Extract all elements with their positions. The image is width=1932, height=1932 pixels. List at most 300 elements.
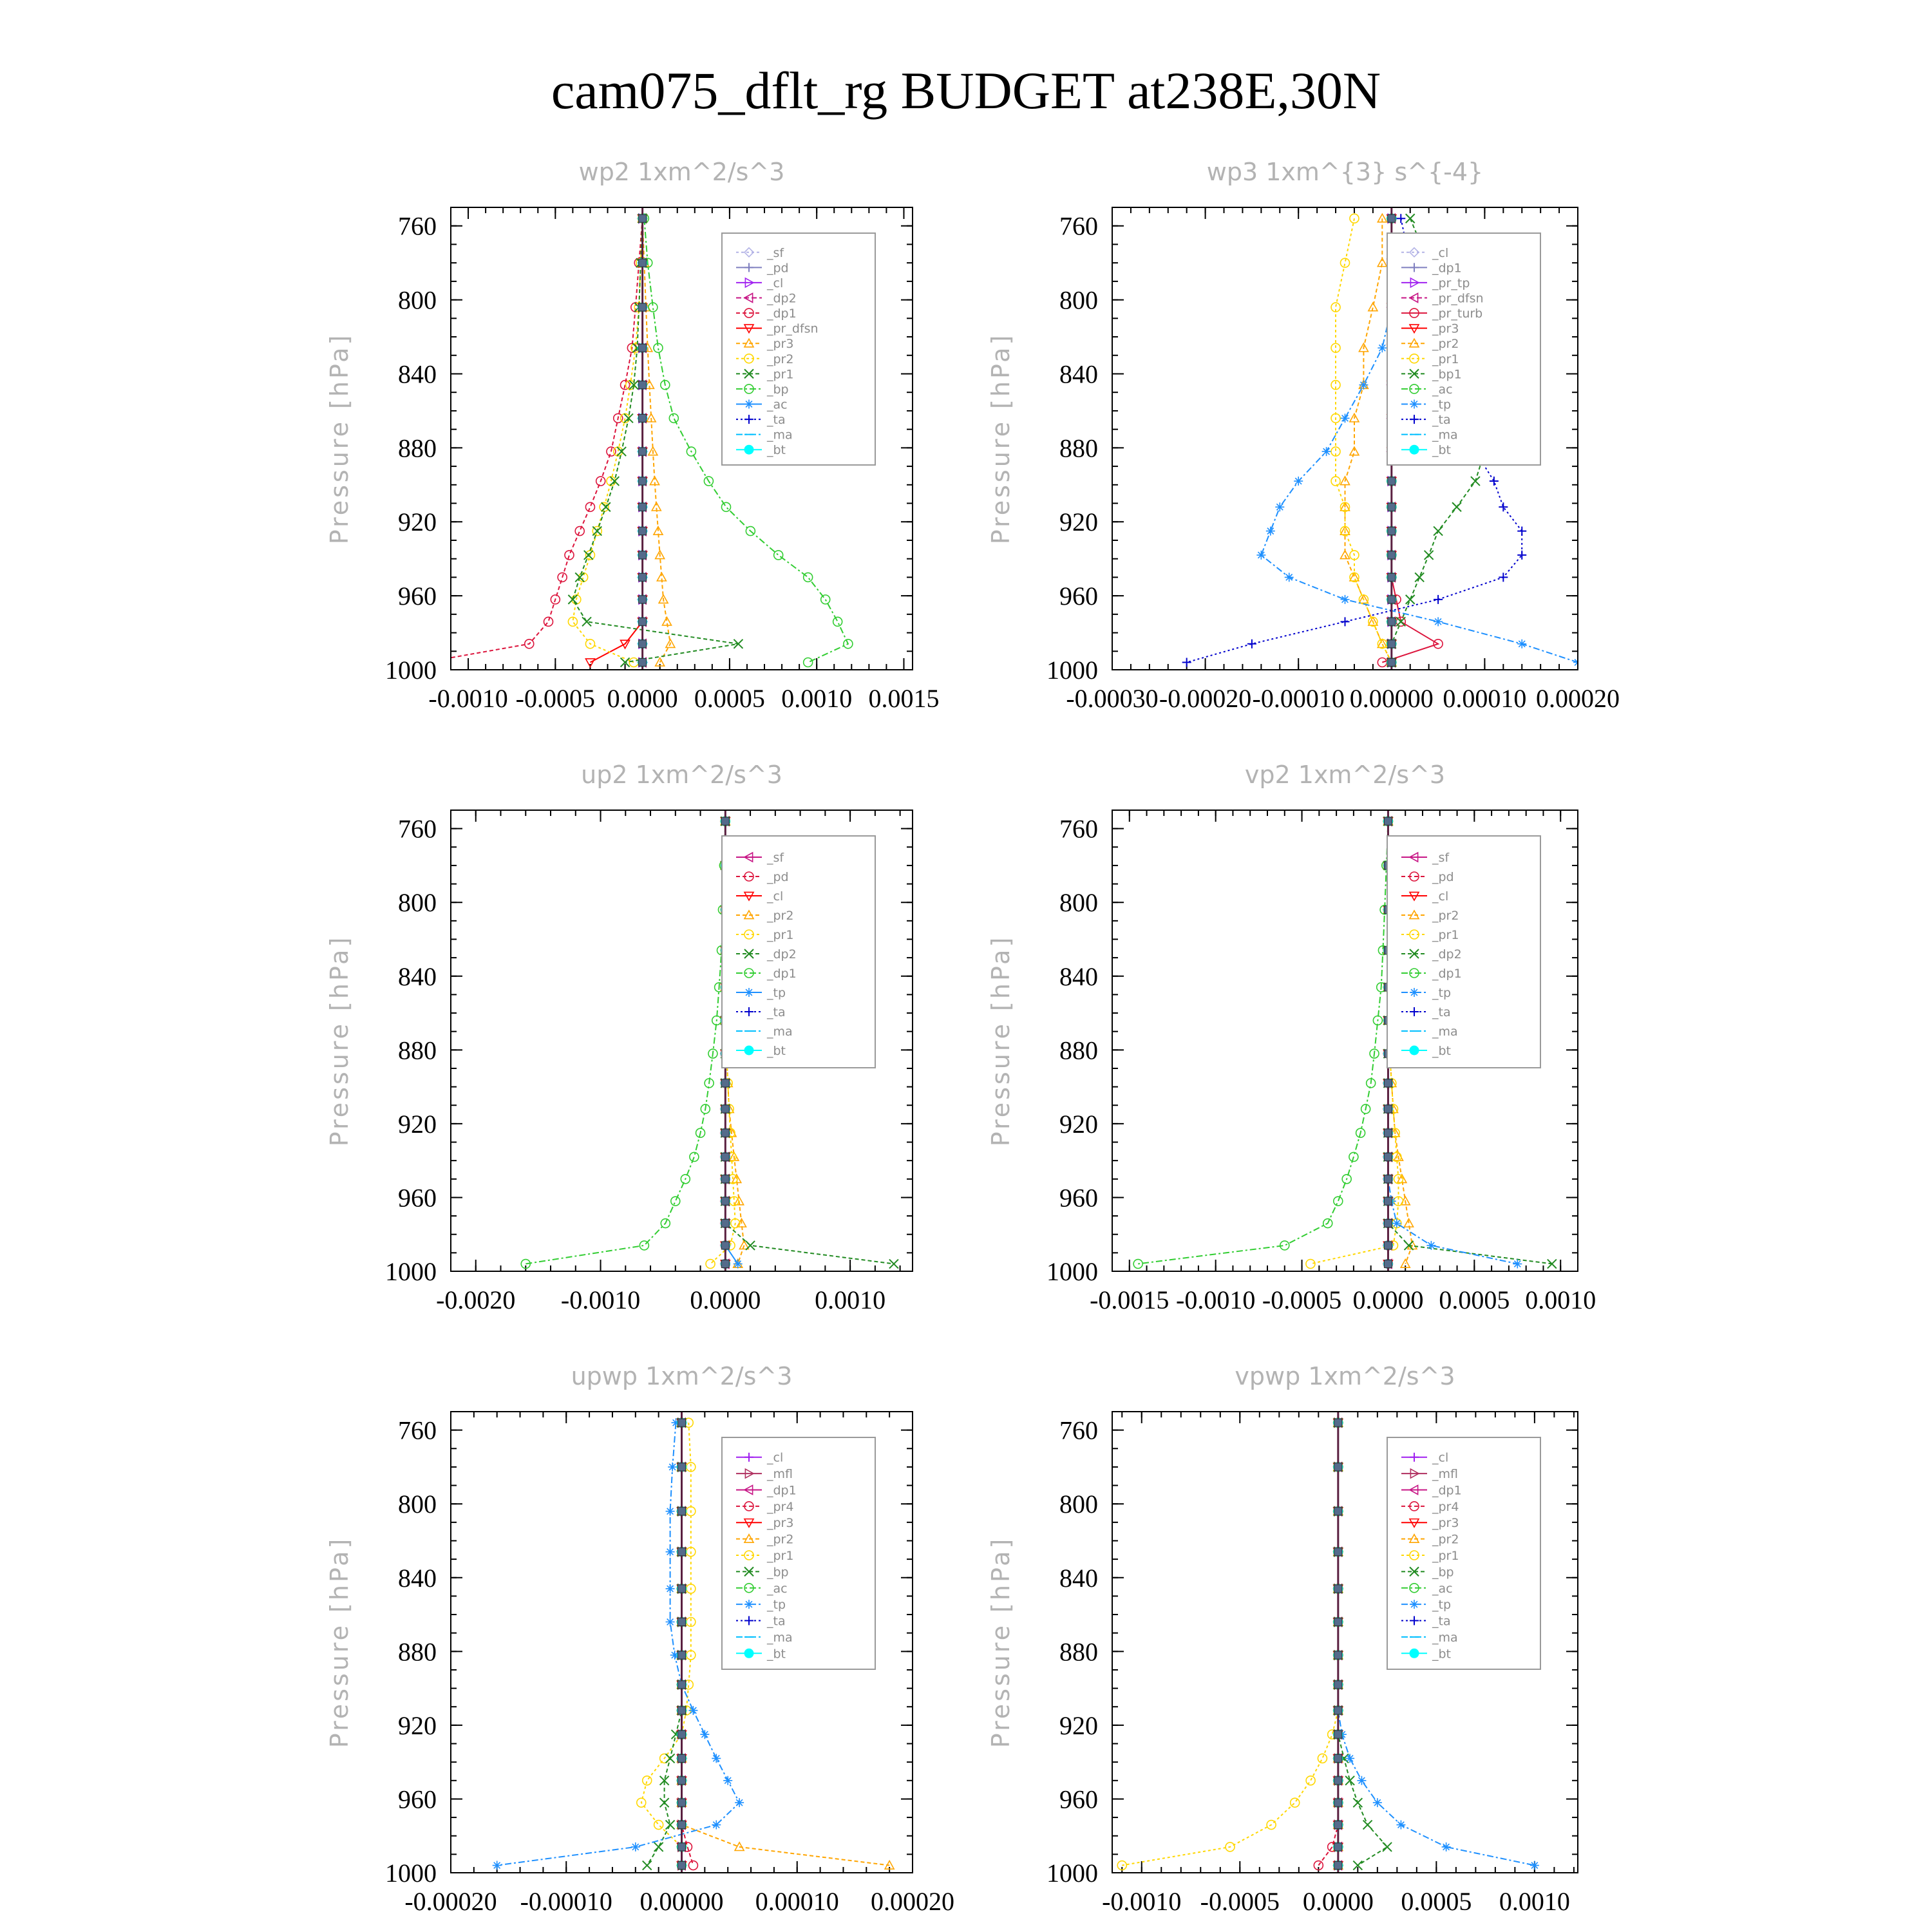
data-point <box>688 1861 697 1870</box>
y-tick-label: 960 <box>398 1785 437 1814</box>
legend-label: _pr2 <box>767 1532 794 1547</box>
zero-marker <box>1334 1754 1342 1762</box>
data-point <box>1345 1754 1354 1763</box>
legend-label: _pr1 <box>767 367 794 382</box>
legend-label: _dp1 <box>1432 261 1462 276</box>
data-point <box>666 1548 675 1557</box>
y-tick-label: 880 <box>1059 1036 1098 1065</box>
data-point <box>668 1463 677 1472</box>
y-axis-label: Pressure [hPa] <box>325 332 354 545</box>
x-tick-label: 0.00020 <box>871 1887 954 1916</box>
data-point <box>1322 447 1331 456</box>
data-point <box>721 502 730 511</box>
data-point <box>1357 1776 1366 1785</box>
series-line-pr1 <box>1122 1423 1338 1865</box>
zero-marker <box>1334 1730 1342 1738</box>
data-point <box>1517 639 1526 649</box>
legend <box>722 836 875 1068</box>
zero-marker <box>678 1754 686 1762</box>
x-tick-label: -0.0020 <box>436 1285 516 1314</box>
legend-label: _tp <box>1432 1598 1452 1613</box>
zero-marker <box>1388 659 1396 667</box>
data-point <box>1341 595 1350 604</box>
data-point <box>666 1754 675 1763</box>
series-line-bp <box>1338 1423 1387 1865</box>
zero-marker <box>639 344 647 352</box>
legend-label: _tp <box>767 986 786 1000</box>
legend-label: _ac <box>1432 1581 1453 1596</box>
zero-marker <box>639 414 647 422</box>
data-point <box>643 1861 652 1870</box>
zero-marker <box>678 1707 686 1714</box>
zero-marker <box>639 448 647 455</box>
data-point <box>1275 502 1284 511</box>
y-tick-label: 1000 <box>1046 1257 1098 1286</box>
y-tick-label: 960 <box>1059 1183 1098 1213</box>
y-tick-label: 840 <box>398 961 437 991</box>
data-point <box>1345 1776 1354 1785</box>
legend-label: _pr1 <box>767 928 794 942</box>
y-tick-label: 840 <box>1059 1563 1098 1593</box>
data-point <box>700 1730 709 1739</box>
legend-label: _bp <box>767 1565 789 1580</box>
legend-label: _pd <box>767 261 789 276</box>
x-tick-label: -0.00020 <box>404 1887 497 1916</box>
legend <box>722 1437 875 1669</box>
data-point <box>1434 617 1443 626</box>
legend-marker <box>1410 400 1419 409</box>
legend-label: _pr2 <box>1432 337 1459 352</box>
zero-marker <box>639 214 647 222</box>
legend-label: _pr3 <box>1432 321 1459 336</box>
y-tick-label: 880 <box>398 433 437 463</box>
data-point <box>592 527 601 536</box>
legend <box>1387 1437 1540 1669</box>
data-point <box>833 617 842 626</box>
x-tick-label: 0.00010 <box>1443 684 1527 713</box>
data-point <box>1471 477 1480 486</box>
y-tick-label: 880 <box>1059 1637 1098 1667</box>
figure-title: cam075_dflt_rg BUDGET at238E,30N <box>551 61 1381 120</box>
legend-label: _cl <box>1432 1450 1449 1465</box>
legend-label: _ma <box>767 428 793 442</box>
zero-marker <box>678 1681 686 1689</box>
zero-marker <box>1384 1153 1392 1160</box>
zero-marker <box>639 477 647 485</box>
legend-label: _ma <box>1432 1025 1458 1039</box>
zero-marker <box>1384 1105 1392 1113</box>
data-point <box>1363 1821 1372 1830</box>
panel-title: vp2 1xm^2/s^3 <box>1244 761 1446 789</box>
data-point <box>1306 1776 1315 1785</box>
zero-marker <box>639 659 647 667</box>
data-point <box>723 1776 732 1785</box>
zero-marker <box>721 1175 729 1183</box>
zero-marker <box>721 1079 729 1087</box>
zero-marker <box>1334 1681 1342 1689</box>
y-tick-label: 920 <box>398 1109 437 1139</box>
data-point <box>1517 551 1526 560</box>
zero-marker <box>721 1242 729 1249</box>
data-point <box>1256 551 1265 560</box>
legend-marker <box>1410 988 1419 997</box>
zero-marker <box>1384 1129 1392 1137</box>
legend-label: _cl <box>1432 245 1449 260</box>
y-tick-label: 880 <box>1059 433 1098 463</box>
x-tick-label: 0.0010 <box>781 684 853 713</box>
x-tick-label: -0.0010 <box>1176 1285 1256 1314</box>
data-point <box>1383 1842 1392 1852</box>
legend-label: _cl <box>767 1450 784 1465</box>
legend-label: _pr4 <box>767 1499 794 1514</box>
x-tick-label: 0.0010 <box>815 1285 886 1314</box>
y-axis-label: Pressure [hPa] <box>987 1536 1015 1748</box>
y-tick-label: 840 <box>398 359 437 389</box>
data-point <box>1406 595 1415 604</box>
legend-label: _ta <box>767 1614 786 1629</box>
x-tick-label: -0.0010 <box>560 1285 641 1314</box>
zero-marker <box>1334 1799 1342 1806</box>
y-tick-label: 760 <box>1059 1416 1098 1445</box>
data-point <box>690 1152 699 1161</box>
data-point <box>600 502 609 511</box>
panel-title: wp3 1xm^{3} s^{-4} <box>1206 158 1484 186</box>
zero-marker <box>1388 214 1396 222</box>
data-point <box>671 1197 680 1206</box>
legend-label: _ac <box>767 397 788 412</box>
y-axis-label: Pressure [hPa] <box>325 934 354 1147</box>
data-point <box>1359 381 1368 390</box>
panel-0 <box>325 158 939 713</box>
data-point <box>1133 1260 1142 1269</box>
data-point <box>1306 1260 1315 1269</box>
data-point <box>712 1821 721 1830</box>
legend-label: _pr1 <box>1432 352 1459 366</box>
data-point <box>666 1507 675 1516</box>
zero-marker <box>678 1508 686 1515</box>
y-tick-label: 760 <box>1059 211 1098 241</box>
zero-marker <box>721 1260 729 1268</box>
data-point <box>1353 1798 1362 1807</box>
data-point <box>660 1798 669 1807</box>
data-point <box>1291 1798 1300 1807</box>
zero-marker <box>1334 1777 1342 1785</box>
data-point <box>1341 617 1350 626</box>
zero-marker <box>639 259 647 267</box>
zero-marker <box>721 1220 729 1227</box>
x-tick-label: 0.00000 <box>1349 684 1434 713</box>
data-point <box>585 502 594 511</box>
data-point <box>1434 527 1443 536</box>
data-point <box>1318 1754 1327 1763</box>
legend-label: _bt <box>767 443 786 458</box>
data-point <box>544 617 553 626</box>
x-tick-label: 0.00000 <box>639 1887 724 1916</box>
panel-title: wp2 1xm^2/s^3 <box>578 158 785 186</box>
zero-marker <box>678 1730 686 1738</box>
zero-marker <box>721 1197 729 1205</box>
x-tick-label: -0.0005 <box>1200 1887 1280 1916</box>
zero-marker <box>678 1843 686 1851</box>
legend-marker <box>744 1600 753 1609</box>
y-tick-label: 840 <box>1059 961 1098 991</box>
x-tick-label: -0.0005 <box>1262 1285 1342 1314</box>
zero-marker <box>721 1153 729 1160</box>
data-point <box>1294 477 1303 486</box>
zero-marker <box>1388 527 1396 535</box>
legend-label: _cl <box>767 276 784 290</box>
legend-label: _dp1 <box>1432 1483 1462 1498</box>
data-point <box>706 1260 715 1269</box>
data-point <box>493 1861 502 1870</box>
y-tick-label: 800 <box>398 1490 437 1519</box>
data-point <box>1434 595 1443 604</box>
legend-label: _ma <box>1432 1630 1458 1645</box>
zero-marker <box>639 640 647 648</box>
zero-marker <box>1384 1260 1392 1268</box>
zero-marker <box>678 1548 686 1556</box>
data-point <box>735 1798 744 1807</box>
zero-marker <box>678 1463 686 1471</box>
legend-label: _bp <box>1432 1565 1454 1580</box>
zero-marker <box>639 503 647 511</box>
data-point <box>1513 1260 1522 1269</box>
y-tick-label: 920 <box>1059 507 1098 537</box>
legend-label: _dp1 <box>767 967 797 981</box>
legend-label: _pd <box>1432 870 1454 884</box>
legend-box <box>1387 836 1540 1068</box>
data-point <box>1373 1798 1382 1807</box>
legend-label: _sf <box>767 851 784 865</box>
legend-label: _pr1 <box>1432 1549 1459 1563</box>
data-point <box>654 1842 663 1852</box>
zero-marker <box>678 1419 686 1426</box>
zero-marker <box>1384 1242 1392 1249</box>
legend-label: _tp <box>1432 397 1452 412</box>
zero-marker <box>678 1862 686 1870</box>
legend-label: _pr2 <box>767 352 794 366</box>
y-tick-label: 920 <box>1059 1109 1098 1139</box>
data-point <box>1334 1197 1343 1206</box>
y-tick-label: 800 <box>1059 888 1098 918</box>
x-tick-label: 0.0005 <box>694 684 765 713</box>
y-tick-label: 1000 <box>385 1859 437 1888</box>
zero-marker <box>1384 817 1392 825</box>
legend-label: _pr2 <box>767 909 794 923</box>
zero-marker <box>721 1129 729 1137</box>
legend-label: _pr2 <box>1432 1532 1459 1547</box>
zero-marker <box>1388 551 1396 559</box>
panel-title: up2 1xm^2/s^3 <box>581 761 782 789</box>
y-tick-label: 920 <box>1059 1710 1098 1740</box>
data-point <box>774 551 783 560</box>
zero-marker <box>678 1651 686 1659</box>
zero-marker <box>678 1585 686 1593</box>
legend-label: _dp2 <box>767 947 797 961</box>
legend-marker <box>744 1046 753 1055</box>
y-tick-label: 960 <box>1059 582 1098 611</box>
zero-marker <box>721 1105 729 1113</box>
zero-marker <box>1334 1419 1342 1426</box>
y-axis-label: Pressure [hPa] <box>987 934 1015 1147</box>
zero-marker <box>1334 1651 1342 1659</box>
legend-label: _ma <box>767 1025 793 1039</box>
legend-label: _tp <box>1432 986 1452 1000</box>
legend-label: _cl <box>1432 889 1449 904</box>
x-tick-label: -0.0015 <box>1090 1285 1170 1314</box>
zero-marker <box>1388 618 1396 625</box>
series-line-pr2 <box>573 218 642 662</box>
zero-marker <box>639 527 647 535</box>
data-point <box>669 413 678 422</box>
data-point <box>565 551 574 560</box>
legend-label: _bp1 <box>1432 367 1462 382</box>
x-tick-label: 0.0000 <box>1302 1887 1374 1916</box>
legend-label: _dp1 <box>767 307 797 321</box>
series-line-pr_dfsn <box>591 218 643 662</box>
zero-marker <box>1388 573 1396 581</box>
legend-label: _cl <box>767 889 784 904</box>
x-tick-label: -0.0005 <box>515 684 596 713</box>
zero-marker <box>1334 1821 1342 1829</box>
zero-marker <box>1334 1463 1342 1471</box>
y-tick-label: 1000 <box>1046 1859 1098 1888</box>
zero-marker <box>1384 1220 1392 1227</box>
data-point <box>666 1821 675 1830</box>
zero-marker <box>639 618 647 625</box>
series-line-bp <box>647 1423 682 1865</box>
legend-label: _bp <box>767 382 789 397</box>
zero-marker <box>1384 1197 1392 1205</box>
y-tick-label: 800 <box>1059 1490 1098 1519</box>
y-tick-label: 760 <box>1059 814 1098 844</box>
legend-label: _pr1 <box>767 1549 794 1563</box>
data-point <box>688 1706 697 1715</box>
data-point <box>1182 658 1191 667</box>
legend-label: _pr_tp <box>1432 276 1470 290</box>
legend-label: _pr3 <box>767 1516 794 1531</box>
zero-marker <box>1384 1079 1392 1087</box>
legend <box>1387 836 1540 1068</box>
legend-label: _pr3 <box>1432 1516 1459 1531</box>
zero-marker <box>1388 596 1396 603</box>
panel-1 <box>987 158 1620 713</box>
zero-marker <box>1334 1618 1342 1625</box>
data-point <box>1425 551 1434 560</box>
x-tick-label: 0.0005 <box>1439 1285 1510 1314</box>
zero-marker <box>639 596 647 603</box>
x-tick-label: 0.0010 <box>1525 1285 1596 1314</box>
legend-label: _ac <box>1432 382 1453 397</box>
zero-marker <box>1384 1175 1392 1183</box>
legend-label: _bt <box>1432 1044 1452 1058</box>
zero-marker <box>721 817 729 825</box>
data-point <box>1392 1219 1401 1228</box>
legend-label: _ta <box>767 413 786 428</box>
data-point <box>1406 214 1415 223</box>
data-point <box>1266 527 1275 536</box>
zero-marker <box>1388 503 1396 511</box>
legend-label: _pd <box>767 870 789 884</box>
legend-label: _ta <box>767 1005 786 1019</box>
data-point <box>654 1821 663 1830</box>
legend-label: _bt <box>767 1044 786 1058</box>
legend-label: _mfl <box>1432 1467 1458 1482</box>
y-tick-label: 800 <box>398 285 437 315</box>
legend-label: _dp1 <box>767 1483 797 1498</box>
zero-marker <box>1334 1843 1342 1851</box>
x-tick-label: 0.00010 <box>755 1887 839 1916</box>
panel-3 <box>987 761 1596 1314</box>
legend-label: _sf <box>1432 851 1450 865</box>
legend-label: _pr_dfsn <box>767 321 819 336</box>
zero-marker <box>1388 640 1396 648</box>
legend-marker <box>744 1649 753 1658</box>
series-line-pr2 <box>1345 218 1392 662</box>
legend-label: _ma <box>1432 428 1458 442</box>
data-point <box>1415 573 1424 582</box>
data-point <box>575 527 584 536</box>
zero-marker <box>678 1821 686 1829</box>
y-axis-label: Pressure [hPa] <box>987 332 1015 545</box>
series-line-pr1 <box>573 218 738 662</box>
panel-5 <box>987 1362 1578 1916</box>
legend-label: _pr3 <box>767 337 794 352</box>
zero-marker <box>639 573 647 581</box>
legend-marker <box>1410 1649 1419 1658</box>
legend-label: _ta <box>1432 1005 1451 1019</box>
x-tick-label: -0.00020 <box>1159 684 1252 713</box>
data-point <box>804 658 813 667</box>
y-tick-label: 880 <box>398 1637 437 1667</box>
legend-label: _dp2 <box>767 291 797 306</box>
data-point <box>1530 1861 1539 1870</box>
x-tick-label: -0.00010 <box>520 1887 612 1916</box>
data-point <box>1499 502 1508 511</box>
y-tick-label: 920 <box>398 1710 437 1740</box>
y-tick-label: 960 <box>398 1183 437 1213</box>
series-line-dp1 <box>1138 821 1388 1264</box>
x-tick-label: 0.0010 <box>1499 1887 1570 1916</box>
x-tick-label: -0.0010 <box>428 684 508 713</box>
panel-title: vpwp 1xm^2/s^3 <box>1235 1362 1455 1390</box>
x-tick-label: 0.0015 <box>868 684 940 713</box>
y-tick-label: 840 <box>398 1563 437 1593</box>
legend-label: _bt <box>1432 1647 1452 1662</box>
zero-marker <box>1334 1508 1342 1515</box>
data-point <box>631 1842 640 1852</box>
legend-marker <box>744 400 753 409</box>
data-point <box>1341 413 1350 422</box>
data-point <box>1378 343 1387 352</box>
data-point <box>1396 214 1405 223</box>
panel-4 <box>325 1362 954 1916</box>
legend-marker <box>1410 1046 1419 1055</box>
y-tick-label: 920 <box>398 507 437 537</box>
y-tick-label: 1000 <box>1046 656 1098 685</box>
legend <box>722 233 875 465</box>
legend-label: _ma <box>767 1630 793 1645</box>
y-tick-label: 800 <box>1059 285 1098 315</box>
x-tick-label: 0.0005 <box>1401 1887 1472 1916</box>
data-point <box>804 573 813 582</box>
zero-marker <box>1388 477 1396 485</box>
legend <box>1387 233 1540 465</box>
data-point <box>1452 502 1461 511</box>
y-tick-label: 960 <box>1059 1785 1098 1814</box>
data-point <box>1490 477 1499 486</box>
legend-label: _mfl <box>767 1467 793 1482</box>
